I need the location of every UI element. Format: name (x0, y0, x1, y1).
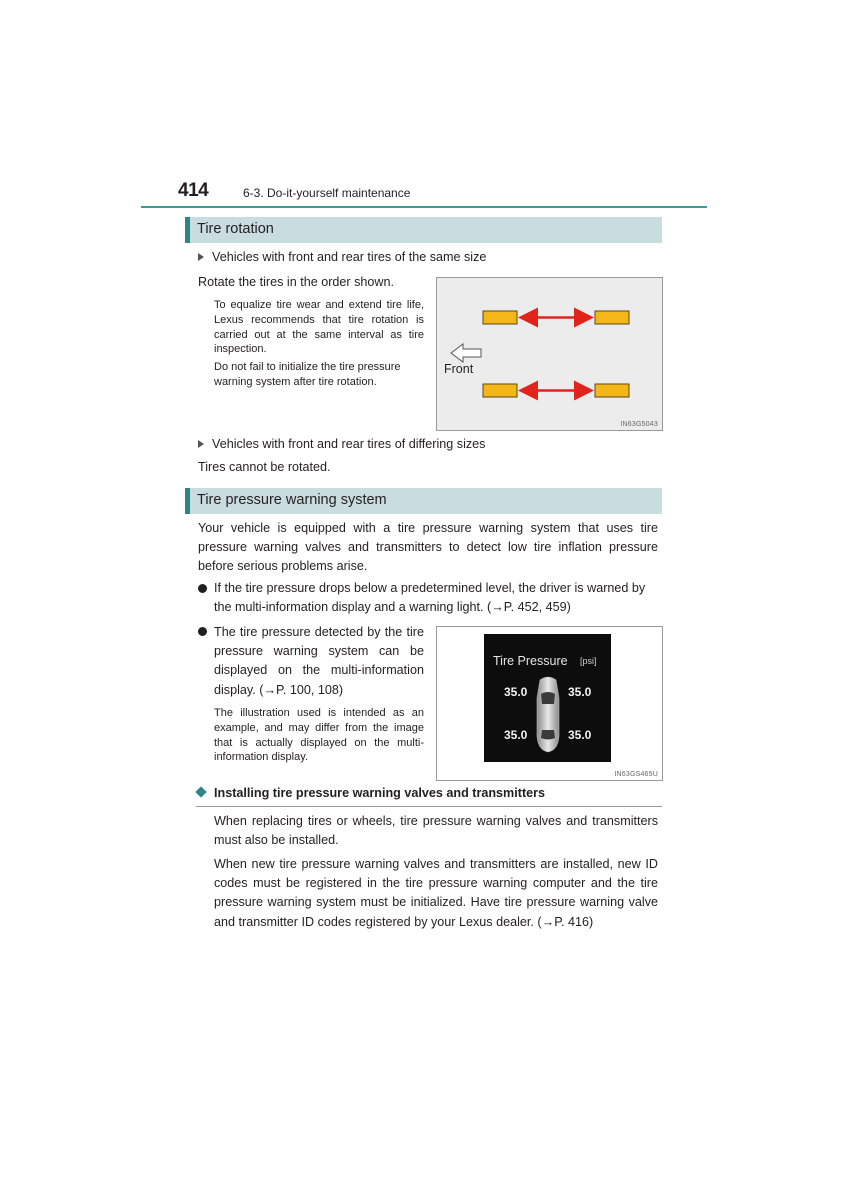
front-left-pressure: 35.0 (504, 685, 528, 699)
tire-rotation-figure (436, 277, 663, 431)
bullet-dot-icon (198, 584, 207, 593)
installing-paragraph-2: When new tire pressure warning valves and transmitters are installed, new ID codes must be registered in the tire pressure warning computer and the tire pressure warning system must be initialized. Have tire pressure warning valve and transmitter ID codes registered by your Lexus dealer. (→P. 416) (214, 857, 658, 929)
sub-heading-rule (196, 806, 662, 807)
front-label: Front (444, 362, 474, 376)
diamond-bullet-icon (195, 786, 206, 797)
case-differing-size (198, 435, 662, 454)
front-right-pressure: 35.0 (568, 685, 592, 699)
case-same-size (198, 248, 662, 267)
figure-code: IN63G5043 (620, 421, 658, 428)
tpws-illustration-note: The illustration used is intended as an example, and may differ from the image that is actually displayed on the multi-information display. (214, 707, 424, 764)
bullet-dot-icon (198, 627, 207, 636)
front-left-tire (483, 311, 517, 324)
installing-paragraph-1: When replacing tires or wheels, tire pressure warning valves and transmitters must also be installed. (214, 814, 658, 848)
rear-left-tire (483, 384, 517, 397)
tpws-bullet-display: The tire pressure detected by the tire pressure warning system can be displayed on the multi-information display. (→P. 100, 108) (214, 625, 424, 697)
rotation-note-initialize: Do not fail to initialize the tire pressure warning system after tire rotation. (214, 361, 401, 388)
rotation-instruction: Rotate the tires in the order shown. (198, 275, 395, 289)
front-direction-arrow-icon (451, 344, 481, 362)
cannot-rotate-text: Tires cannot be rotated. (198, 460, 331, 474)
triangle-bullet-icon (198, 440, 204, 448)
page-number: 414 (178, 180, 209, 201)
case-same-size-text: Vehicles with front and rear tires of the same size (212, 250, 487, 264)
sub-heading-installing: Installing tire pressure warning valves and transmitters (214, 786, 546, 800)
header-rule (141, 206, 707, 208)
case-differing-size-text: Vehicles with front and rear tires of differing sizes (212, 437, 486, 451)
front-right-tire (595, 311, 629, 324)
rear-left-pressure: 35.0 (504, 728, 528, 742)
chapter-title: 6-3. Do-it-yourself maintenance (243, 186, 411, 200)
rotation-note-interval: To equalize tire wear and extend tire life, Lexus recommends that tire rotation is carried out at the same interval as tire inspection. (214, 299, 424, 356)
tire-pressure-display-figure (436, 626, 663, 781)
section-heading-tpws (185, 488, 662, 514)
rear-right-tire (595, 384, 629, 397)
section-title: Tire rotation (197, 221, 274, 237)
figure-code: IN63GS465U (614, 771, 658, 778)
display-unit: [psi] (580, 656, 597, 666)
tire-rotation-diagram (437, 278, 662, 430)
display-title: Tire Pressure (493, 654, 568, 668)
car-top-view-icon (532, 674, 564, 754)
tpws-bullet-warning: If the tire pressure drops below a predetermined level, the driver is warned by the multi-information display and a warning light. (→P. 452, 459) (214, 581, 646, 615)
section-heading-tire-rotation (185, 217, 662, 243)
tpws-intro: Your vehicle is equipped with a tire pressure warning system that uses tire pressure warning valves and transmitters to detect low tire inflation pressure before serious problems arise. (198, 521, 658, 574)
triangle-bullet-icon (198, 253, 204, 261)
section-title: Tire pressure warning system (197, 492, 387, 508)
multi-information-display (484, 634, 611, 762)
rear-right-pressure: 35.0 (568, 728, 592, 742)
